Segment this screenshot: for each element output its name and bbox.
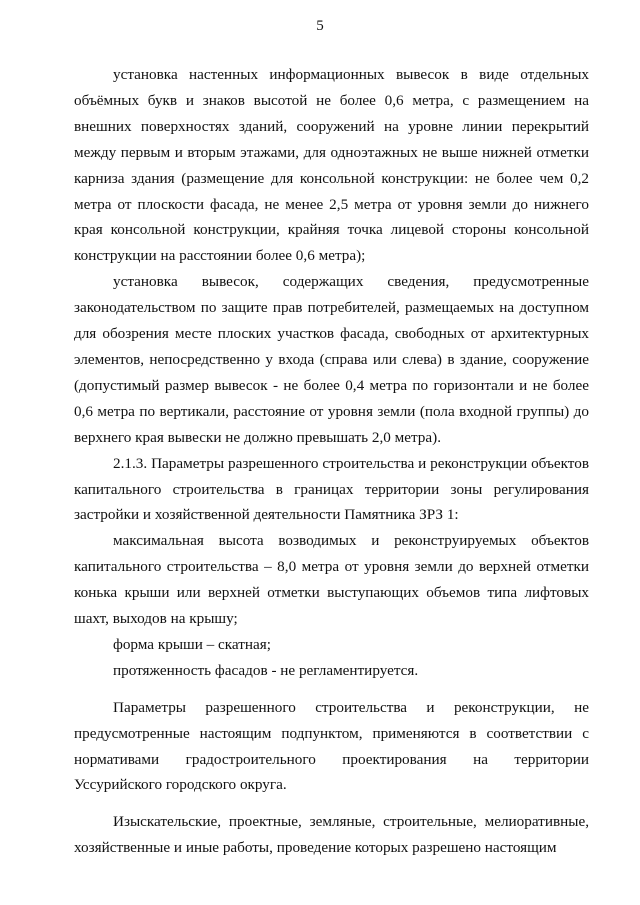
document-body <box>74 62 589 861</box>
paragraph-facade-length: протяженность фасадов - не регламентируется. <box>113 661 419 679</box>
paragraph-construction-parameters: Параметры разрешенного строительства и реконструкции, не предусмотренные настоящим подпунктом, применяются в соответствии с нормативами градостроительного проектирования на территории Уссурийского городского округа. <box>74 698 589 794</box>
page-number: 5 <box>316 18 324 34</box>
paragraph-consumer-signs: установка вывесок, содержащих сведения, предусмотренные законодательством по защите прав потребителей, размещаемых на доступном для обозрения месте плоских участков фасада, свободных от архитектурных элементов, непосредственно у входа (справа или слева) в здание, сооружение (допустимый размер вывесок - не более 0,4 метра по горизонтали и не более 0,6 метра по вертикали, расстояние от уровня земли (пола входной группы) до верхнего края вывески не должно превышать 2,0 метра). <box>74 273 589 446</box>
paragraph-section-2-1-3: 2.1.3. Параметры разрешенного строительства и реконструкции объектов капитального строительства в границах территории зоны регулирования застройки и хозяйственной деятельности Памятника ЗРЗ 1: <box>74 454 589 524</box>
paragraph-survey-works: Изыскательские, проектные, земляные, строительные, мелиоративные, хозяйственные и иные работы, проведение которых разрешено настоящим <box>74 813 589 857</box>
paragraph-max-height: максимальная высота возводимых и реконструируемых объектов капитального строительства – 8,0 метра от уровня земли до верхней отметки конька крыши или верхней отметки выступающих объемов типа лифтовых шахт, выходов на крышу; <box>74 532 589 628</box>
paragraph-wall-signs: установка настенных информационных вывесок в виде отдельных объёмных букв и знаков высотой не более 0,6 метра, с размещением на внешних поверхностях зданий, сооружений на уровне линии перекрытий между первым и вторым этажами, для одноэтажных не выше нижней отметки карниза здания (размещение для консольной конструкции: не более чем 0,2 метра от плоскости фасада, не менее 2,5 метра от уровня земли до нижнего края консольной конструкции, крайняя точка лицевой стороны консольной конструкции на расстоянии более 0,6 метра); <box>74 66 589 265</box>
paragraph-roof-shape: форма крыши – скатная; <box>113 635 271 653</box>
